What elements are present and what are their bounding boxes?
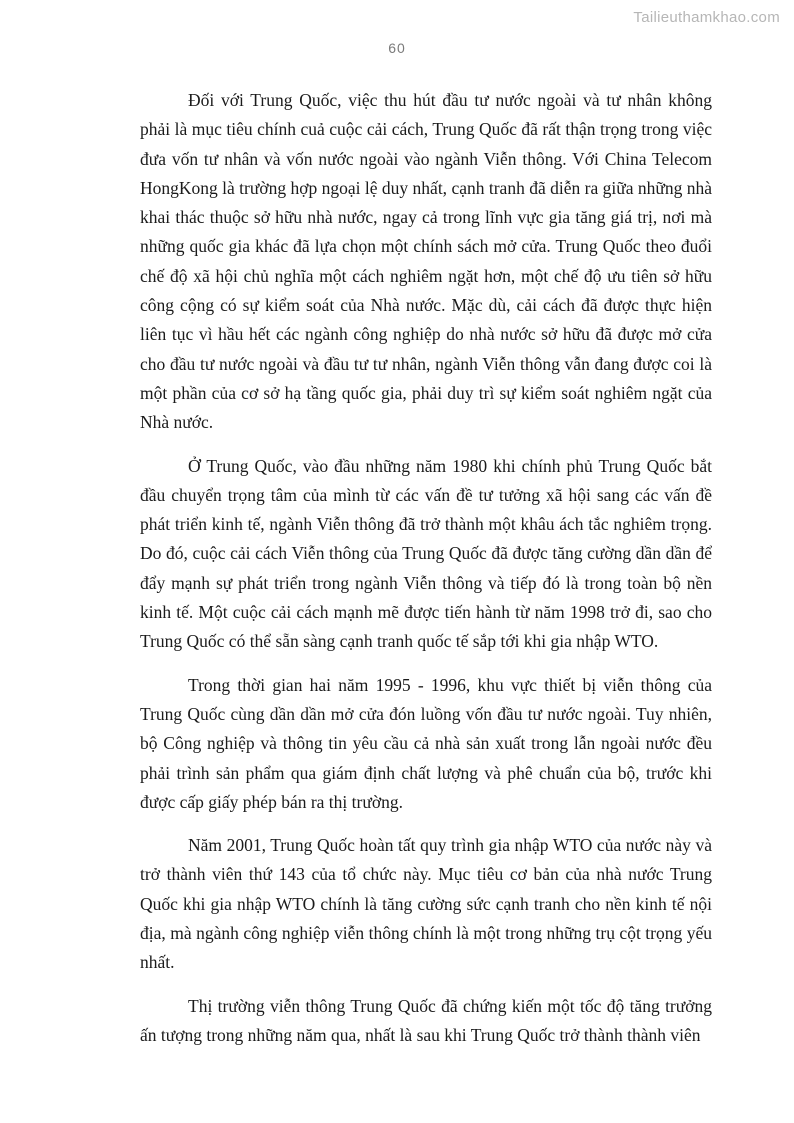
paragraph: Năm 2001, Trung Quốc hoàn tất quy trình gia nhập WTO của nước này và trở thành viên thứ 143 của tổ chức này. Mục tiêu cơ bản của nhà nước Trung Quốc khi gia nhập WTO chính là tăng cường sức cạnh tranh cho nền kinh tế nội địa, mà ngành công nghiệp viễn thông chính là một trong những trụ cột trọng yếu nhất. [140,835,712,973]
document-body [140,86,712,1064]
paragraph: Ở Trung Quốc, vào đầu những năm 1980 khi chính phủ Trung Quốc bắt đầu chuyển trọng tâm của mình từ các vấn đề tư tưởng xã hội sang các vấn đề phát triển kinh tế, ngành Viễn thông đã trở thành một khâu ách tắc nghiêm trọng. Do đó, cuộc cải cách Viễn thông của Trung Quốc đã được tăng cường dần dần để đẩy mạnh sự phát triển trong ngành Viễn thông và tiếp đó là trong toàn bộ nền kinh tế. Một cuộc cải cách mạnh mẽ được tiến hành từ năm 1998 trở đi, sao cho Trung Quốc có thể sẵn sàng cạnh tranh quốc tế sắp tới khi gia nhập WTO. [140,455,712,652]
paragraph: Trong thời gian hai năm 1995 - 1996, khu vực thiết bị viễn thông của Trung Quốc cùng dần dần mở cửa đón luồng vốn đầu tư nước ngoài. Tuy nhiên, bộ Công nghiệp và thông tin yêu cầu cả nhà sản xuất trong lẫn ngoài nước đều phải trình sản phẩm qua giám định chất lượng và phê chuẩn của bộ, trước khi được cấp giấy phép bán ra thị trường. [140,674,712,812]
page-number: 60 [388,40,406,56]
paragraph: Đối với Trung Quốc, việc thu hút đầu tư nước ngoài và tư nhân không phải là mục tiêu chính cuả cuộc cải cách, Trung Quốc đã rất thận trọng trong việc đưa vốn tư nhân và vốn nước ngoài vào ngành Viễn thông. Với China Telecom HongKong là trường hợp ngoại lệ duy nhất, cạnh tranh đã diễn ra giữa những nhà khai thác thuộc sở hữu nhà nước, ngay cả trong lĩnh vực gia tăng giá trị, nơi mà những quốc gia khác đã lựa chọn một chính sách mở cửa. Trung Quốc theo đuổi chế độ xã hội chủ nghĩa một cách nghiêm ngặt hơn, một chế độ ưu tiên sở hữu công cộng có sự kiểm soát của Nhà nước. Mặc dù, cải cách đã được thực hiện liên tục vì hầu hết các ngành công nghiệp do nhà nước sở hữu đã được mở cửa cho đầu tư nước ngoài và đầu tư tư nhân, ngành Viễn thông vẫn đang được coi là một phần của cơ sở hạ tầng quốc gia, phải duy trì sự kiểm soát nghiêm ngặt của Nhà nước. [140,90,712,433]
paragraph: Thị trường viễn thông Trung Quốc đã chứng kiến một tốc độ tăng trưởng ấn tượng trong những năm qua, nhất là sau khi Trung Quốc trở thành thành viên [140,995,712,1045]
watermark: Tailieuthamkhao.com [633,9,780,26]
